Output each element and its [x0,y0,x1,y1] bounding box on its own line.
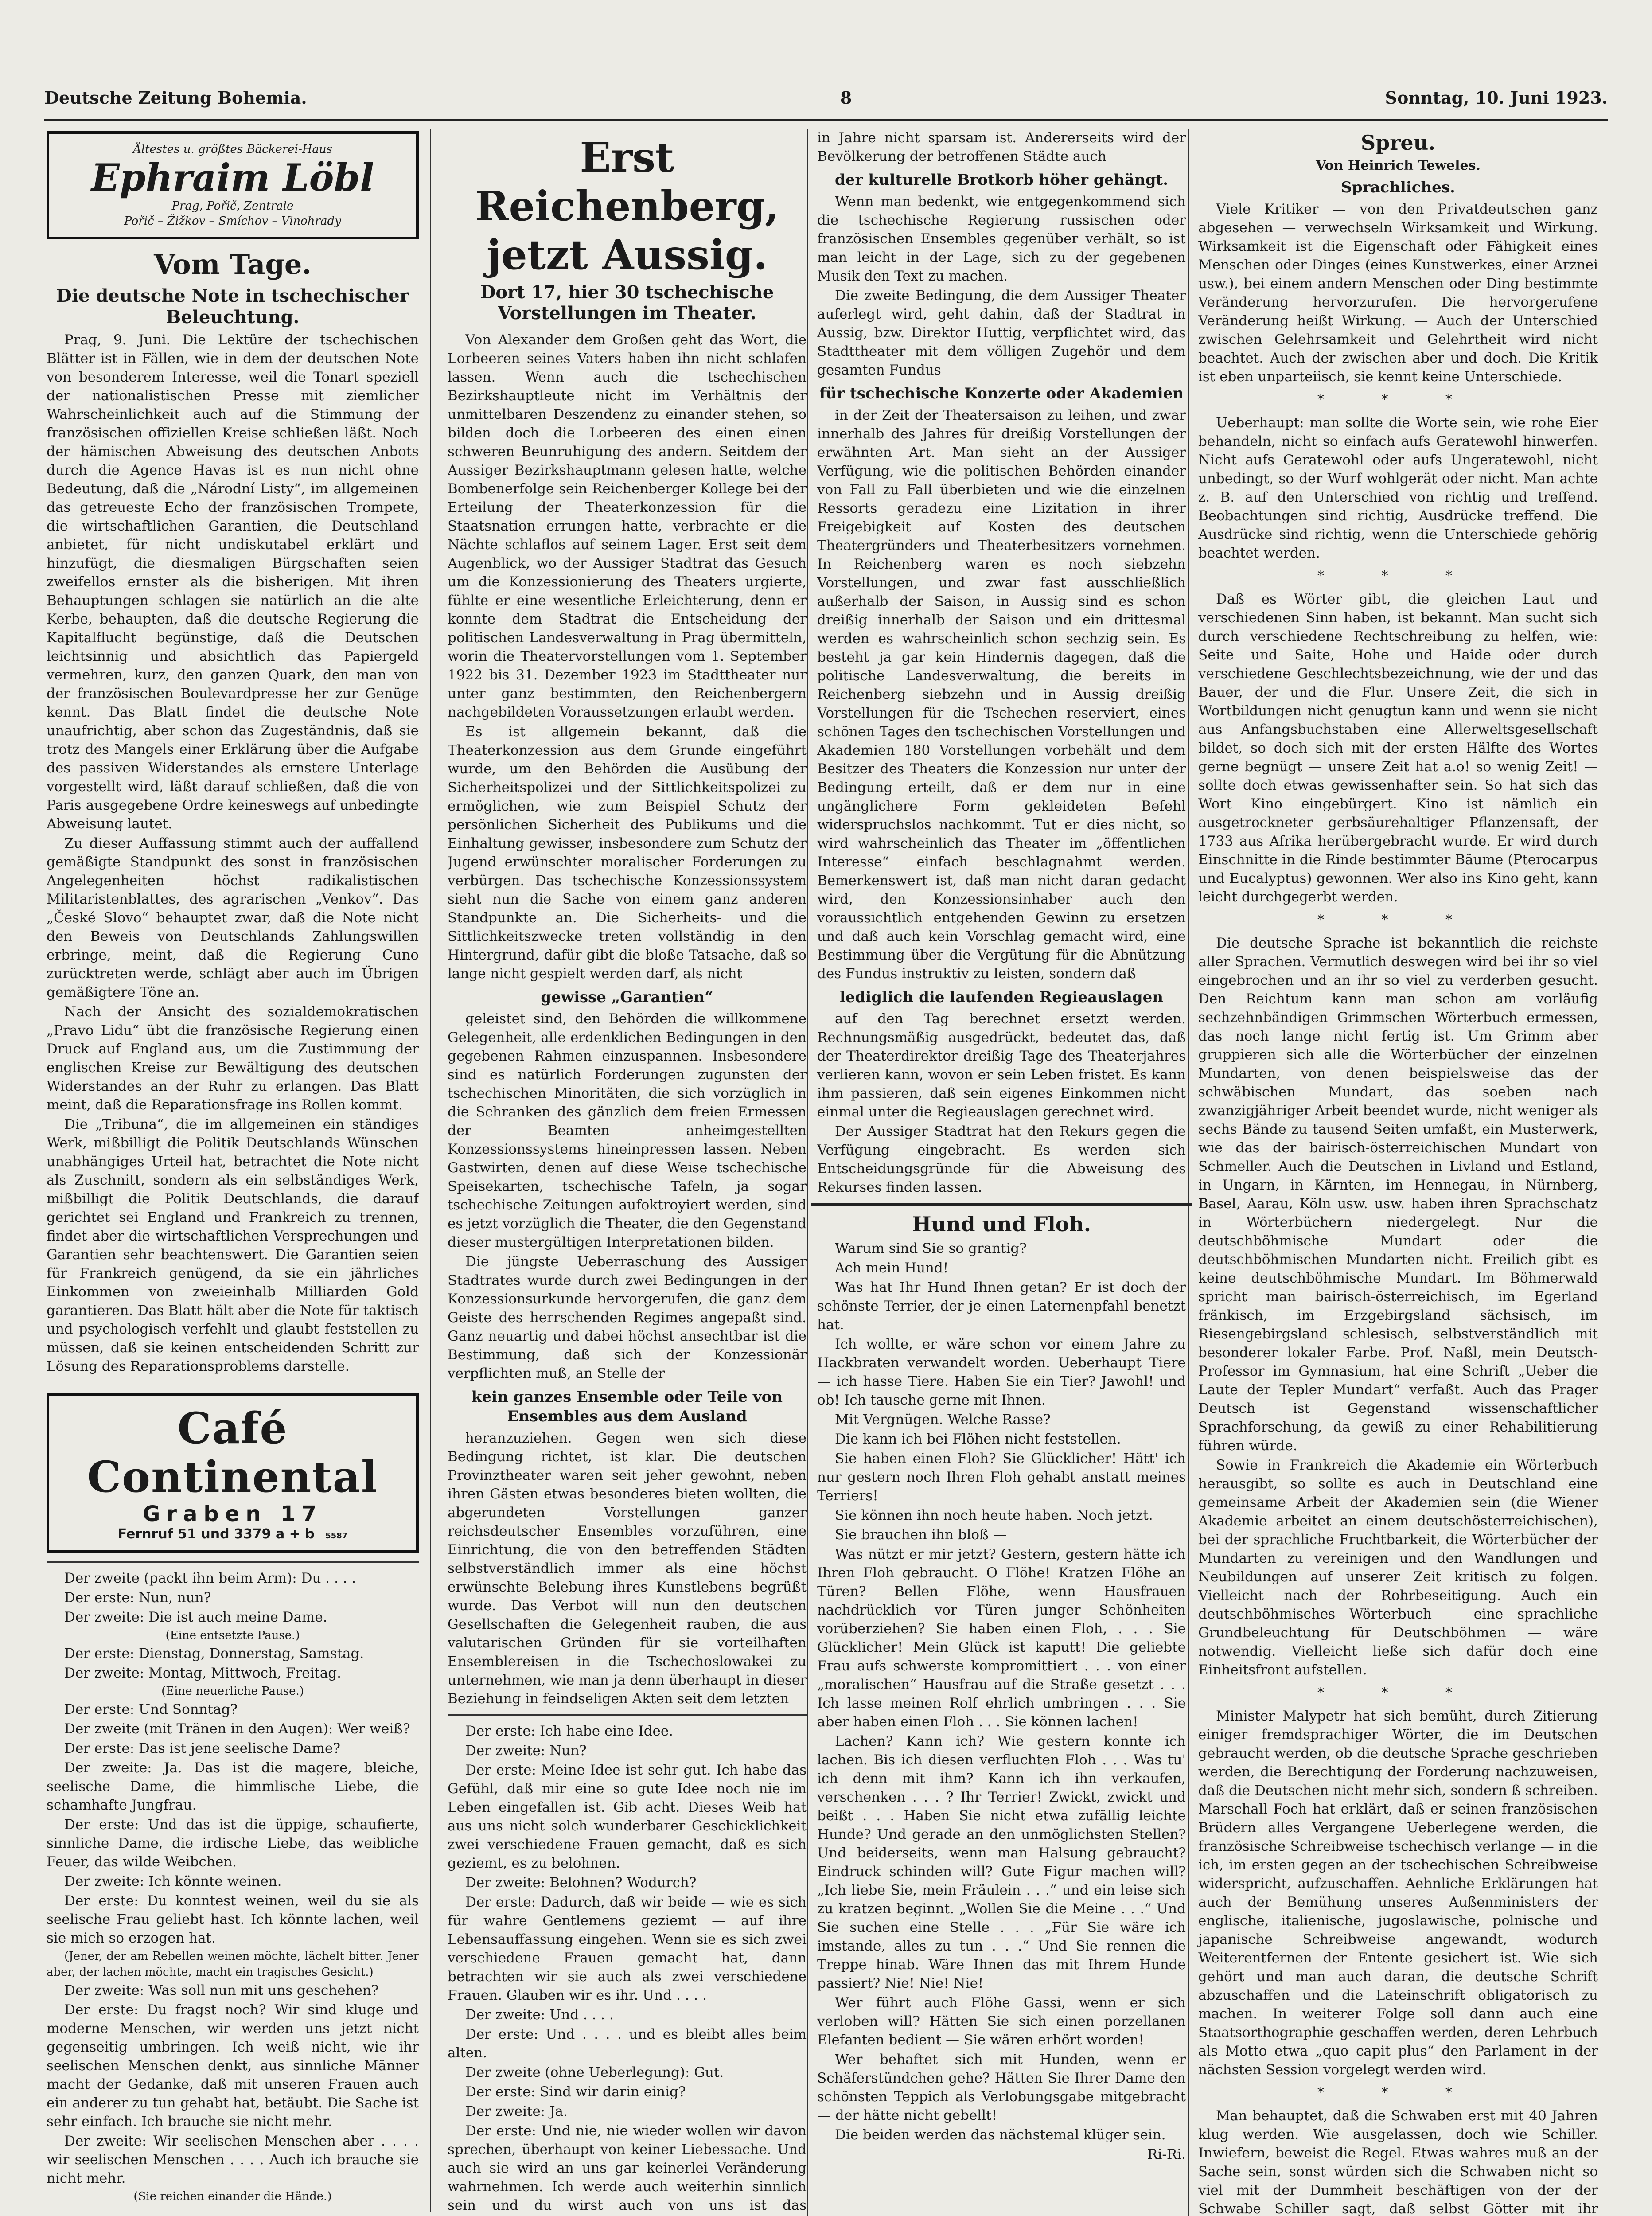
dialogue-line: Der zweite: Ja. [465,2103,568,2119]
cafe-ad-address: Graben 17 [142,1502,323,1526]
dialogue-line: Der erste: Sind wir darin einig? [465,2084,686,2100]
article-paragraph: Die kann ich bei Flöhen nicht feststellen. [835,1431,1121,1447]
cafe-ad-phone [56,1526,409,1542]
article-paragraph: geleistet sind, den Behörden die willkommene Gelegenheit, alle erdenklichen Bedingungen in den gegebenen Rahmen einzuspannen. Insbesondere sind es natürlich Forderungen zugunsten der tschechischen Minoritäten, die sich vorzüglich in die Schranken des gänzlich dem freien Ermessen der Beamten anheimgestellten Konzessionssystems hineinpressen lassen. Neben Gastwirten, denen auf diese Weise tschechische Speisekarten, tschechische Tafeln, ja sogar tschechische Zeitungen aufoktroyiert werden, sind es jetzt vorzüglich die Theater, die den Gegenstand dieser mustergültigen Interpretationen bilden. [448,1011,807,1250]
article-paragraph: Was hat Ihr Hund Ihnen getan? Er ist doch der schönste Terrier, der je einen Laternenpfahl benetzt hat. [817,1280,1186,1333]
dialogue-line: Der zweite: Wir seelischen Menschen aber . . . . wir seelischen Menschen . . . . Auch ich brauche sie nicht mehr. [47,2133,419,2186]
article-paragraph: Wenn man bedenkt, wie entgegenkommend sich die tschechische Regierung russischen oder französischen Ensembles gegenüber verhält, so ist man leicht in der Lage, sich zu der gegebenen Musik den Text zu machen. [817,194,1186,284]
dialogue-line: Der zweite: Und . . . . [465,2007,614,2023]
article-paragraph: Die deutsche Sprache ist bekanntlich die reichste aller Sprachen. Vermutlich deswegen wird bei ihr so viel eingebrochen und an ihr so viel zu verderben gesucht. Den Reichtum kann man schon am vorläufig sechzehnbändigen Grimmschen Wörterbuch ermessen, das noch lange nicht fertig ist. Um Grimm aber gruppieren sich alle die Wörterbücher der einzelnen Mundarten, von denen beispielsweise das der schwäbischen Mundart, das soeben nach zwanzigjähriger Arbeit beendet wurde, nicht weniger als sechs Bände zu tausend Seiten umfaßt, ein Musterwerk, wie das der bairisch-österreichischen Mundart von Schmeller. Auch die Deutschen in Livland und Estland, in Ungarn, in Kärnten, im Hennegau, in Nürnberg, Basel, Aarau, Köln usw. usw. haben ihren Sprachschatz in Wörterbüchern niedergelegt. Nur die deutschböhmische Mundart oder die deutschböhmischen Mundarten nicht. Freilich gibt es keine deutschböhmische Mundart. Im Böhmerwald spricht man bairisch-österreichisch, im Egerland fränkisch, im Erzgebirgsland sächsisch, im Riesengebirgsland schlesisch, selbstverständlich mit besonderer lokaler Farbe. Prof. Naßl, mein Deutsch-Professor im Gymnasium, hat eine Schrift „Ueber die Laute der Tepler Mundart“ verfaßt. Auch das Prager Deutsch ist Gegenstand wissenschaftlicher Sprachforschung, da gewiß zu einer Rehabilitierung führen würde. [1198,935,1598,1454]
article-paragraph: Warum sind Sie so grantig? [835,1241,1027,1256]
article-paragraph: Sowie in Frankreich die Akademie ein Wörterbuch herausgibt, so sollte es auch in Deutschland eine gemeinsame Arbeit der Akademien sein (die Wiener Akademie arbeitet an einem deutschösterreichischen), bei der sprachliche Fruchtbarkeit, die Wörterbücher der Mundarten zu vereinigen und den Wandlungen und Neubildungen auf unserer Zeit kritisch zu folgen. Vielleicht nach der Rohrbeseitigung. Auch ein deutschböhmisches Wörterbuch — eine sprachliche Grundbeleuchtung für Deutschböhmen — wäre notwendig. Vielleicht ließe sich dafür doch eine Einheitsfront aufstellen. [1198,1457,1598,1678]
column-rule-1 [430,129,431,2212]
loebl-ad-line2: Prag, Pořič, Zentrale [171,199,294,213]
article-paragraph: Nach der Ansicht des sozialdemokratischen „Pravo Lidu“ übt die französische Regierung einen Druck auf England aus, um die Zustimmung der englischen Kreise zur Bewältigung des deutschen Widerstandes an der Ruhr zu erlangen. Das Blatt meint, daß die Reparationsfrage ins Rollen kommt. [47,1004,419,1113]
article-paragraph: Der Aussiger Stadtrat hat den Rekurs gegen die Verfügung eingebracht. Es werden sich Entscheidungsgründe für die Abweisung des Rekurses finden lassen. [817,1124,1186,1195]
loebl-ad-logo: Ephraim Löbl [91,156,374,199]
dialogue-line: Der erste: Du fragst noch? Wir sind kluge und moderne Menschen, wir werden uns jetzt nicht gegenseitig umbringen. Ich weiß nicht, wie ihr seelischen Menschen denkt, aus sinnliche Männer macht der Gedanke, daß mit unseren Frauen auch ein anderer zu tun gehabt hat, betäubt. Die Sache ist sehr einfach. Ich brauche sie nicht mehr. [47,2002,419,2130]
article-paragraph: Von Alexander dem Großen geht das Wort, die Lorbeeren seines Vaters haben ihn nicht schlafen lassen. Wenn auch die tschechischen Bezirkshauptleute nicht im Verhältnis der unmittelbaren Deszendenz zu einander stehen, so bilden doch die Lorbeeren des einen einen schweren Beunruhigung des andern. Seitdem der Aussiger Bezirkshauptmann gelesen hatte, welche Bombenerfolge sein Reichenberger Kollege bei der Erteilung der Theaterkonzession für die Staatsnation errungen hatte, verbrachte er die Nächte schlaflos auf seinem Lager. Erst seit dem Augenblick, wo der Aussiger Stadtrat das Gesuch um die Konzessionierung des Theaters urgierte, fühlte er eine wesentliche Erleichterung, denn er konnte dem Stadtrat die Entscheidung der politischen Landesverwaltung in Prag übermitteln, worin die Theatervorstellungen vom 1. September 1922 bis 31. Dezember 1923 im Stadttheater nur unter ganz bestimmten, den Reichenbergern nachgebildeten Voraussetzungen erlaubt werden. [448,332,807,720]
loebl-ad-line3: Pořič – Žižkov – Smíchov – Vinohrady [124,215,341,228]
article-paragraph: Minister Malypetr hat sich bemüht, durch Zitierung einiger fremdsprachiger Wörter, die im Deutschen gebraucht werden, ob die deutsche Sprache geschrieben werden, die Berechtigung der Forderung nachzuweisen, daß die Deutschen nicht mehr sich, sondern ß schreiben. Marschall Foch hat erklärt, daß er seinen französischen Brüdern alles Vergangene Ueberlegene werden, die französische Schreibweise tschechisch verlange — in die ich, im ersten gegen an der tschechischen Schreibweise widerspricht, aufzuschaffen. Aehnliche Erklärungen hat auch der Bemühung unseres Außenministers der englische, italienische, jugoslawische, polnische und japanische Schreibweise angewandt, wodurch Weiterentfernen der Entente gesichert ist. Wie sich gehört und man auch daran, die deutsche Schrift abzuschaffen und die Lateinschrift obligatorisch zu machen. In weiterer Folge soll dann auch eine Staatsorthographie geschaffen werden, deren Lehrbuch als Motto etwa „quo capit plus“ den Parlament in der nächsten Session vorgelegt werden wird. [1198,1708,1598,2078]
reichenberg-subtitle: Dort 17, hier 30 tschechische Vorstellungen im Theater. [480,282,774,324]
section-subhead-ensemble: kein ganzes Ensemble oder Teile von Ensembles aus dem Ausland [471,1388,783,1425]
spreu-title: Spreu. [1360,131,1436,155]
section-subhead-konzerte: für tschechische Konzerte oder Akademien [819,385,1184,402]
dialogue-line: Der zweite (packt ihn beim Arm): Du . . . . [64,1570,356,1586]
dialogue-line: Der zweite (ohne Ueberlegung): Gut. [465,2064,724,2080]
dialogue-line: Der zweite: Was soll nun mit uns geschehen? [64,1982,379,1998]
article-paragraph: in der Zeit der Theatersaison zu leihen, und zwar innerhalb des Jahres für dreißig Vorstellungen der erwähnten Art. Man sieht an der Aussiger Verfügung, wie die politischen Behörden einander von Fall zu Fall überbieten und wie die einzelnen Ressorts geradezu eine Lizitation in ihrer Freigebigkeit auf Kosten des deutschen Theatergründers und Theaterbesitzers vornehmen. In Reichenberg waren es noch siebzehn Vorstellungen, und zwar fast ausschließlich außerhalb der Saison, in Aussig sind es schon dreißig innerhalb der Saison und ein drittesmal werden es wahrscheinlich schon sechzig sein. Es besteht ja gar kein Hindernis dagegen, daß die politische Landesverwaltung, die bereits in Reichenberg siebzehn und in Aussig dreißig Vorstellungen für die Tschechen reserviert, eines schönen Tages den tschechischen Vorstellungen und Akademien 180 Vorstellungen vorbehält und dem Besitzer des Theaters die Konzession nur unter der Bedingung erteilt, daß er dem nur in eine ungänglichere Form gekleideten Befehl widerspruchslos nachkommt. Tut er dies nicht, so wird wahrscheinlich das Theater im „öffentlichen Interesse“ einfach beschlagnahmt werden. Bemerkenswert ist, daß man nicht daran gedacht wird, den Konzessionsinhaber auch den voraussichtlich entgehenden Gewinn zu ersetzen und daß auch kein Vorschlag gemacht wird, eine Bestimmung über die Vergütung für die Abnützung des Fundus instruktiv zu leisten, sondern daß [817,407,1186,982]
dialogue-line: Der zweite (mit Tränen in den Augen): Wer weiß? [64,1721,410,1737]
section-rule [47,1561,419,1563]
dialogue-line: Der erste: Ich habe eine Idee. [465,1723,674,1739]
section-subhead-brotkorb: der kulturelle Brotkorb höher gehängt. [834,171,1169,189]
dialogue-line: Der erste: Und . . . . und es bleibt alles beim alten. [448,2026,807,2061]
reichenberg-article [448,331,807,1708]
masthead-name: Deutsche Zeitung Bohemia. [44,87,307,108]
article-paragraph: Wer führt auch Flöhe Gassi, wenn er sich verloben will? Hätten Sie sich einen porzellanen Elefanten bedient — Sie wären erhört worden! [817,1995,1186,2048]
article-paragraph: Wer behaftet sich mit Hunden, wenn er Schäferstündchen gehe? Hätten Sie Ihrer Dame den schönsten Teppich als Verlobungsgabe mitgebracht — der hätte nicht gebellt! [817,2052,1186,2123]
section-separator: * * * [1317,392,1479,407]
article-paragraph: in Jahre nicht sparsam ist. Andererseits wird der Bevölkerung der betroffenen Städte auch [817,130,1186,164]
dialogue-line: Der zweite: Belohnen? Wodurch? [465,1875,697,1891]
cafe-continental-advertisement[interactable] [47,1393,419,1553]
article-paragraph: auf den Tag berechnet ersetzt werden. Rechnungsmäßig ausgedrückt, bedeutet das, daß der Theaterdirektor dreißig Tage des Theaterjahres verlieren kann, wovon er sein Leben fristet. Es kann ihm passieren, daß sein eigenes Einkommen nicht einmal unter die Regieauslagen gerechnet wird. [817,1011,1186,1120]
section-separator: * * * [1317,2085,1479,2100]
spreu-article [1192,200,1604,2216]
dialogue-line: Der erste: Das ist jene seelische Dame? [64,1740,340,1756]
dialogue-line: Der zweite: Montag, Mittwoch, Freitag. [64,1665,341,1681]
article-paragraph: Es ist allgemein bekannt, daß die Theaterkonzession aus dem Grunde eingeführt wurde, um den Behörden die Ausübung der Sicherheitspolizei und der Sittlichkeitspolizei zu ermöglichen, wie zum Beispiel Schutz der persönlichen Sicherheit des Publikums und die Einhaltung gewisser, insbesondere zum Schutz der Jugend erwünschter moralischer Forderungen zu verbürgen. Das tschechische Konzessionssystem sieht nun die Sache von einem ganz anderen Standpunkte an. Die Sicherheits- und die Sittlichkeitszwecke treten vollständig in den Hintergrund, dafür gibt die bloße Tatsache, daß so lange nicht gespielt werden darf, als nicht [448,724,807,982]
spreu-author: Von Heinrich Teweles. [1316,158,1481,173]
article-signature: Ri-Ri. [1147,2146,1186,2162]
dialogue-line: Der erste: Nun, nun? [64,1590,211,1606]
loebl-ad-top: Ältestes u. größtes Bäckerei-Haus [132,143,332,156]
reichenberg-title: Erst Reichenberg, jetzt Aussig. [475,133,779,279]
dialogue-line: Der erste: Und das ist die üppige, schaufierte, sinnliche Dame, die irdische Liebe, das weibliche Feuer, das wilde Weibchen. [47,1817,419,1870]
section-separator: * * * [1317,912,1479,928]
article-paragraph: heranzuziehen. Gegen wen sich diese Bedingung richtet, ist klar. Die deutschen Provinztheater waren seit jeher gewohnt, neben ihren Gästen etwas besonderes bieten wollten, die abgerundeten Vorstellungen ganzer reichsdeutscher Ensembles vorzuführen, eine Einrichtung, die von den betreffenden Städten selbstverständlich immer als eine höchst erwünschte Belebung ihres Kunstlebens begrüßt wurde. Das Verbot will nun den deutschen Gesellschaften die Gelegenheit rauben, die aus valutarischen Gründen für sie vorteilhaften Ensemblereisen in die Tschechoslowakei zu unternehmen, wie man ja denn überhaupt in dieser Beziehung in feindseligen Akten seit dem letzten [448,1430,807,1707]
article-paragraph: Die beiden werden das nächstemal klüger sein. [835,2127,1166,2143]
section-separator: * * * [1317,1685,1479,1701]
dialogue-line: Der erste: Dienstag, Donnerstag, Samstag. [64,1646,364,1662]
article-paragraph: Lachen? Kann ich? Wie gestern konnte ich lachen. Bis ich diesen verfluchten Floh . . . Was tu' ich denn mit ihm? Kann ich ihn verkaufen, verschenken . . . ? Ihr Terrier! Zwickt, zwickt und beißt . . . Haben Sie nicht etwa zufällig leichte Hunde? Und gerade an den unmöglichsten Stellen? Und beiderseits, wenn man Halsung gebraucht? Eindruck schinden will? Gute Figur machen will? „Ich liebe Sie, mein Fräulein . . .“ und ein leise sich zu kratzen beginnt. „Wollen Sie die Meine . . .“ Und Sie suchen eine Stelle . . . „Für Sie wäre ich imstande, alles zu tun . . .“ Und Sie rennen die Treppe hinab. Wäre Ihnen das mit Ihrem Hunde passiert? Nie! Nie! Nie! [817,1733,1186,1991]
column-rule-2 [807,129,808,2216]
article-paragraph: Viele Kritiker — von den Privatdeutschen ganz abgesehen — verwechseln Wirksamkeit und Wirkung. Wirksamkeit ist die Eigenschaft oder Fähigkeit eines Menschen oder Dinges (eines Kunstwerkes, einer Arznei usw.), bei einem andern Menschen oder Ding bestimmte Veränderung hervorzurufen. Die hervorgerufene Veränderung heißt Wirkung. — Auch der Unterschied zwischen Gelehrsamkeit und Gelehrtheit wird nicht beachtet. Auch der zwischen aber und doch. Die Kritik ist eben unparteiisch, sie kennt keine Unterschiede. [1198,201,1598,385]
stage-direction: (Eine entsetzte Pause.) [165,1629,300,1642]
column-2 [448,129,807,2216]
section-subhead-garantien: gewisse „Garantien“ [541,988,713,1006]
article-paragraph: Sie brauchen ihn bloß — [835,1527,1007,1543]
cafe-ad-code: 5587 [325,1531,348,1541]
issue-date: Sonntag, 10. Juni 1923. [1385,87,1608,108]
section-separator: * * * [1317,568,1479,584]
hund-und-floh-title: Hund und Floh. [912,1212,1091,1236]
hund-und-floh-article [811,1239,1192,2164]
article-paragraph: Ueberhaupt: man sollte die Worte sein, wie rohe Eier behandeln, nicht so einfach aufs Geratewohl hinwerfen. Nicht aufs Geratewohl oder aufs Ungeratewohl, nicht unbedingt, so der Wurf wohlgerät oder nicht. Man achte z. B. auf den Unterschied von richtig und treffend. Beobachtungen sind richtig, Ausdrücke treffend. Die Ausdrücke sind richtig, wenn die Unterschiede gehörig beachtet werden. [1198,415,1598,561]
dialogue-line: Der zweite: Ja. Das ist die magere, bleiche, seelische Dame, die himmlische Liebe, die schamhafte Jungfrau. [47,1760,419,1813]
dialogue-line: Der erste: Du konntest weinen, weil du sie als seelische Frau geliebt hast. Ich könnte lachen, weil sie mich so erzogen hat. [47,1893,419,1946]
article-paragraph: Die zweite Bedingung, die dem Aussiger Theater auferlegt wird, geht dahin, daß der Stadtrat in Aussig, bzw. Direktor Huttig, verpflichtet wird, das Stadttheater mit dem völligen Zugehör und dem gesamten Fundus [817,288,1186,378]
dialogue-column-2 [448,1722,807,2216]
article-paragraph: Die jüngste Ueberraschung des Aussiger Stadtrates wurde durch zwei Bedingungen in der Konzessionsurkunde hervorgerufen, die ganz dem Geiste des herrschenden Regimes angepaßt sind. Ganz neuartig und dabei höchst ansechtbar ist die Bestimmung, daß sich der Konzessionär verpflichten muß, an Stelle der [448,1254,807,1381]
article-paragraph: Was nützt er mir jetzt? Gestern, gestern hätte ich Ihren Floh gebraucht. O Flöhe! Kratzen Flöhe an Türen? Bellen Flöhe, wenn Hausfrauen nachdrücklich vor Türen junger Schönheiten vorüberziehen? Sie haben einen Floh, . . . Sie Glücklicher! Mein Glück ist kaputt! Die geliebte Frau aufs schwerste kompromittiert . . . von einer „moralischen“ Hausfrau auf die Straße gesetzt . . . Ich lasse meinen Rolf ehrlich umbringen . . . Sie aber haben einen Floh . . . Sie können lachen! [817,1546,1186,1730]
dialogue-line: Der erste: Und Sonntag? [64,1701,238,1717]
vom-tage-subtitle: Die deutsche Note in tschechischer Beleuchtung. [56,285,409,328]
vom-tage-article [47,331,419,1376]
stage-direction: (Sie reichen einander die Hände.) [133,2190,332,2203]
column-3 [811,129,1192,2165]
article-paragraph: Ich wollte, er wäre schon vor einem Jahre zu Hackbraten verwandelt worden. Ueberhaupt Tiere — ich hasse Tiere. Haben Sie ein Tier? Jawohl! und ob! Ich tausche gerne mit Ihnen. [817,1336,1186,1408]
dialogue-column-1 [47,1569,419,2204]
article-paragraph: Man behauptet, daß die Schwaben erst mit 40 Jahren klug werden. Wie ausgelassen, doch wie Schiller. Inwiefern, beweist die Regel. Etwas wahres muß an der Sache sein, sonst würden sich die Schwaben nicht so viel mit der Dummheit beschäftigen von der der Schwabe Schiller sagt, daß selbst Götter mit ihr [1198,2108,1598,2216]
dialogue-line: Der erste: Meine Idee ist sehr gut. Ich habe das Gefühl, daß mir eine so gute Idee noch nie im Leben eingefallen ist. Gib acht. Dieses Weib hat aus uns nicht solch wunderbarer Geschicklichkeit zwei verschiedene Frauen gemacht, daß es sich geziemt, es zu belohnen. [448,1762,807,1871]
article-paragraph: Mit Vergnügen. Welche Rasse? [835,1412,1051,1428]
stage-direction: (Eine neuerliche Pause.) [161,1685,304,1698]
article-paragraph: Sie können ihn noch heute haben. Noch jetzt. [835,1507,1153,1523]
reichenberg-article-continued [811,129,1192,1197]
dialogue-line: Der erste: Und nie, nie wieder wollen wir davon sprechen, überhaupt von keiner Liebessache. Und auch sie wird an uns gar keinerlei Veränderung wahrnehmen. Ich werde auch weiterhin sinnlich sein und du wirst auch von uns ist das [448,2123,807,2213]
dialogue-line: Der zweite: Ich könnte weinen. [64,1873,282,1889]
article-paragraph: Zu dieser Auffassung stimmt auch der auffallend gemäßigte Standpunkt des sonst in französischen Angelegenheiten höchst radikalistischen Militaristenblattes, des agrarischen „Venkov“. Das „České Slovo“ behauptet zwar, daß die Note nicht den Beweis von Deutschlands Zahlungswillen erbringe, meint, daß die Regierung Cuno zurücktreten werde, schlägt aber auch im Übrigen gemäßigtere Töne an. [47,835,419,1000]
loebl-advertisement[interactable] [47,131,419,239]
article-paragraph: Ach mein Hund! [835,1260,949,1276]
section-subhead-regie: lediglich die laufenden Regieauslagen [839,988,1164,1006]
dialogue-line: Der zweite: Nun? [465,1743,587,1759]
header-rule [44,119,1608,121]
cafe-ad-title: Café Continental [87,1403,378,1502]
vom-tage-title: Vom Tage. [154,248,312,281]
page-header [44,80,1608,115]
article-paragraph: Die „Tribuna“, die im allgemeinen ein ständiges Werk, mißbilligt die Politik Deutschlands Wünschen unabhängiges Urteil hat, betrachtet die Note nicht als Zuschnitt, sondern als ein selbständiges Werk, mißbilligt die Politik Deutschlands, die darauf gerichtet sei England und Frankreich zu trennen, findet aber die wirtschaftlichen Versprechungen und Garantien sehr beachtenswert. Die Garantien seien für Frankreich genügend, da sie ein jährliches Einkommen von zweieinhalb Milliarden Gold garantieren. Das Blatt hält aber die Note für taktisch und psychologisch verfehlt und glaubt feststellen zu müssen, daß sie keinen entscheidenden Schritt zur Lösung des Reparationsproblems darstelle. [47,1116,419,1374]
article-paragraph: Daß es Wörter gibt, die gleichen Laut und verschiedenen Sinn haben, ist bekannt. Man sucht sich durch verschiedene Rechtschreibung zu helfen, wie: Seite und Saite, Hohe und Haide oder durch verschiedene Geschlechtsbezeichnung, wie der und das Bauer, der und die Flur. Unsere Zeit, die sich in Wortbildungen nicht genugtun kann und wenn sie nicht aus Anfangsbuchstaben eine Allerweltsgesellschaft bildet, so doch sich mit der ersten Hälfte des Wortes gerne begnügt — unsere Zeit hat a.o! so wenig Zeit! — sollte doch etwas gewissenhafter sein. So hat sich das Wort Kino eingebürgert. Kino ist nämlich ein ausgetrockneter gerbsäurehaltiger Pflanzensaft, der 1733 aus Afrika herübergebracht wurde. Er wird durch Einschnitte in die Rinde bestimmter Bäume (Pterocarpus und Eucalyptus) gewonnen. Wer also ins Kino geht, kann leicht durchgegerbt werden. [1198,591,1598,905]
article-paragraph: Prag, 9. Juni. Die Lektüre der tschechischen Blätter ist in Fällen, wie in dem der deutschen Note von besonderem Interesse, weil die Tonart speziell der nationalistischen Presse mit ziemlicher Wahrscheinlichkeit auch auf die Stimmung der französischen offiziellen Kreise schließen läßt. Noch der hämischen Abweisung des deutschen Anbots durch die Agence Havas ist es nun nicht ohne Bedeutung, daß die „Národní Listy“, im allgemeinen das getreueste Echo der französischen Trompete, die wirtschaftlichen Garantien, die Deutschland anbietet, für nicht undiskutabel erklärt und hinzufügt, die diesmaligen Bürgschaften seien zweifellos ernster als die bisherigen. Mit ihren Behauptungen schlagen sie natürlich an die alte Kerbe, behaupten, daß die deutsche Regierung die Kapitalflucht begünstige, daß die Deutschen leichtsinnig und absichtlich das Papiergeld vermehren, kurz, den ganzen Quark, den man von der französischen Boulevardpresse her zur Genüge kennt. Das Blatt findet die deutsche Note unaufrichtig, aber schon das Zugeständnis, daß sie trotz des Mangels einer Erklärung über die Aufgabe des passiven Widerstandes als ernstere Unterlage vorgestellt wird, läßt darauf schließen, daß die von Paris ausgegebene Ordre keineswegs auf unbedingte Abweisung lautet. [47,332,419,832]
article-paragraph: Sie haben einen Floh? Sie Glücklicher! Hätt' ich nur gestern noch Ihren Floh gehabt anstatt meines Terriers! [817,1451,1186,1504]
spreu-section: Sprachliches. [1341,179,1455,196]
section-rule [448,1714,807,1716]
section-rule [811,1203,1192,1206]
column-4 [1192,129,1604,2216]
dialogue-line: Der erste: Dadurch, daß wir beide — wie es sich für wahre Gentlemens geziemt — auf ihre Lebensauffassung eingehen. Wenn sie es sich zwei verschiedene Frauen gemacht hat, dann betrachten wir sie auch als zwei verschiedene Frauen. Glauben wir es ihr. Und . . . . [448,1894,807,2003]
dialogue-line: Der zweite: Die ist auch meine Dame. [64,1609,327,1625]
column-1 [47,129,419,2205]
cafe-ad-phone-text: Fernruf 51 und 3379 a + b [117,1526,315,1542]
page-number: 8 [840,87,852,108]
stage-direction: (Jener, der am Rebellen weinen möchte, lächelt bitter. Jener aber, der lachen möchte, macht ein tragisches Gesicht.) [47,1950,419,1979]
